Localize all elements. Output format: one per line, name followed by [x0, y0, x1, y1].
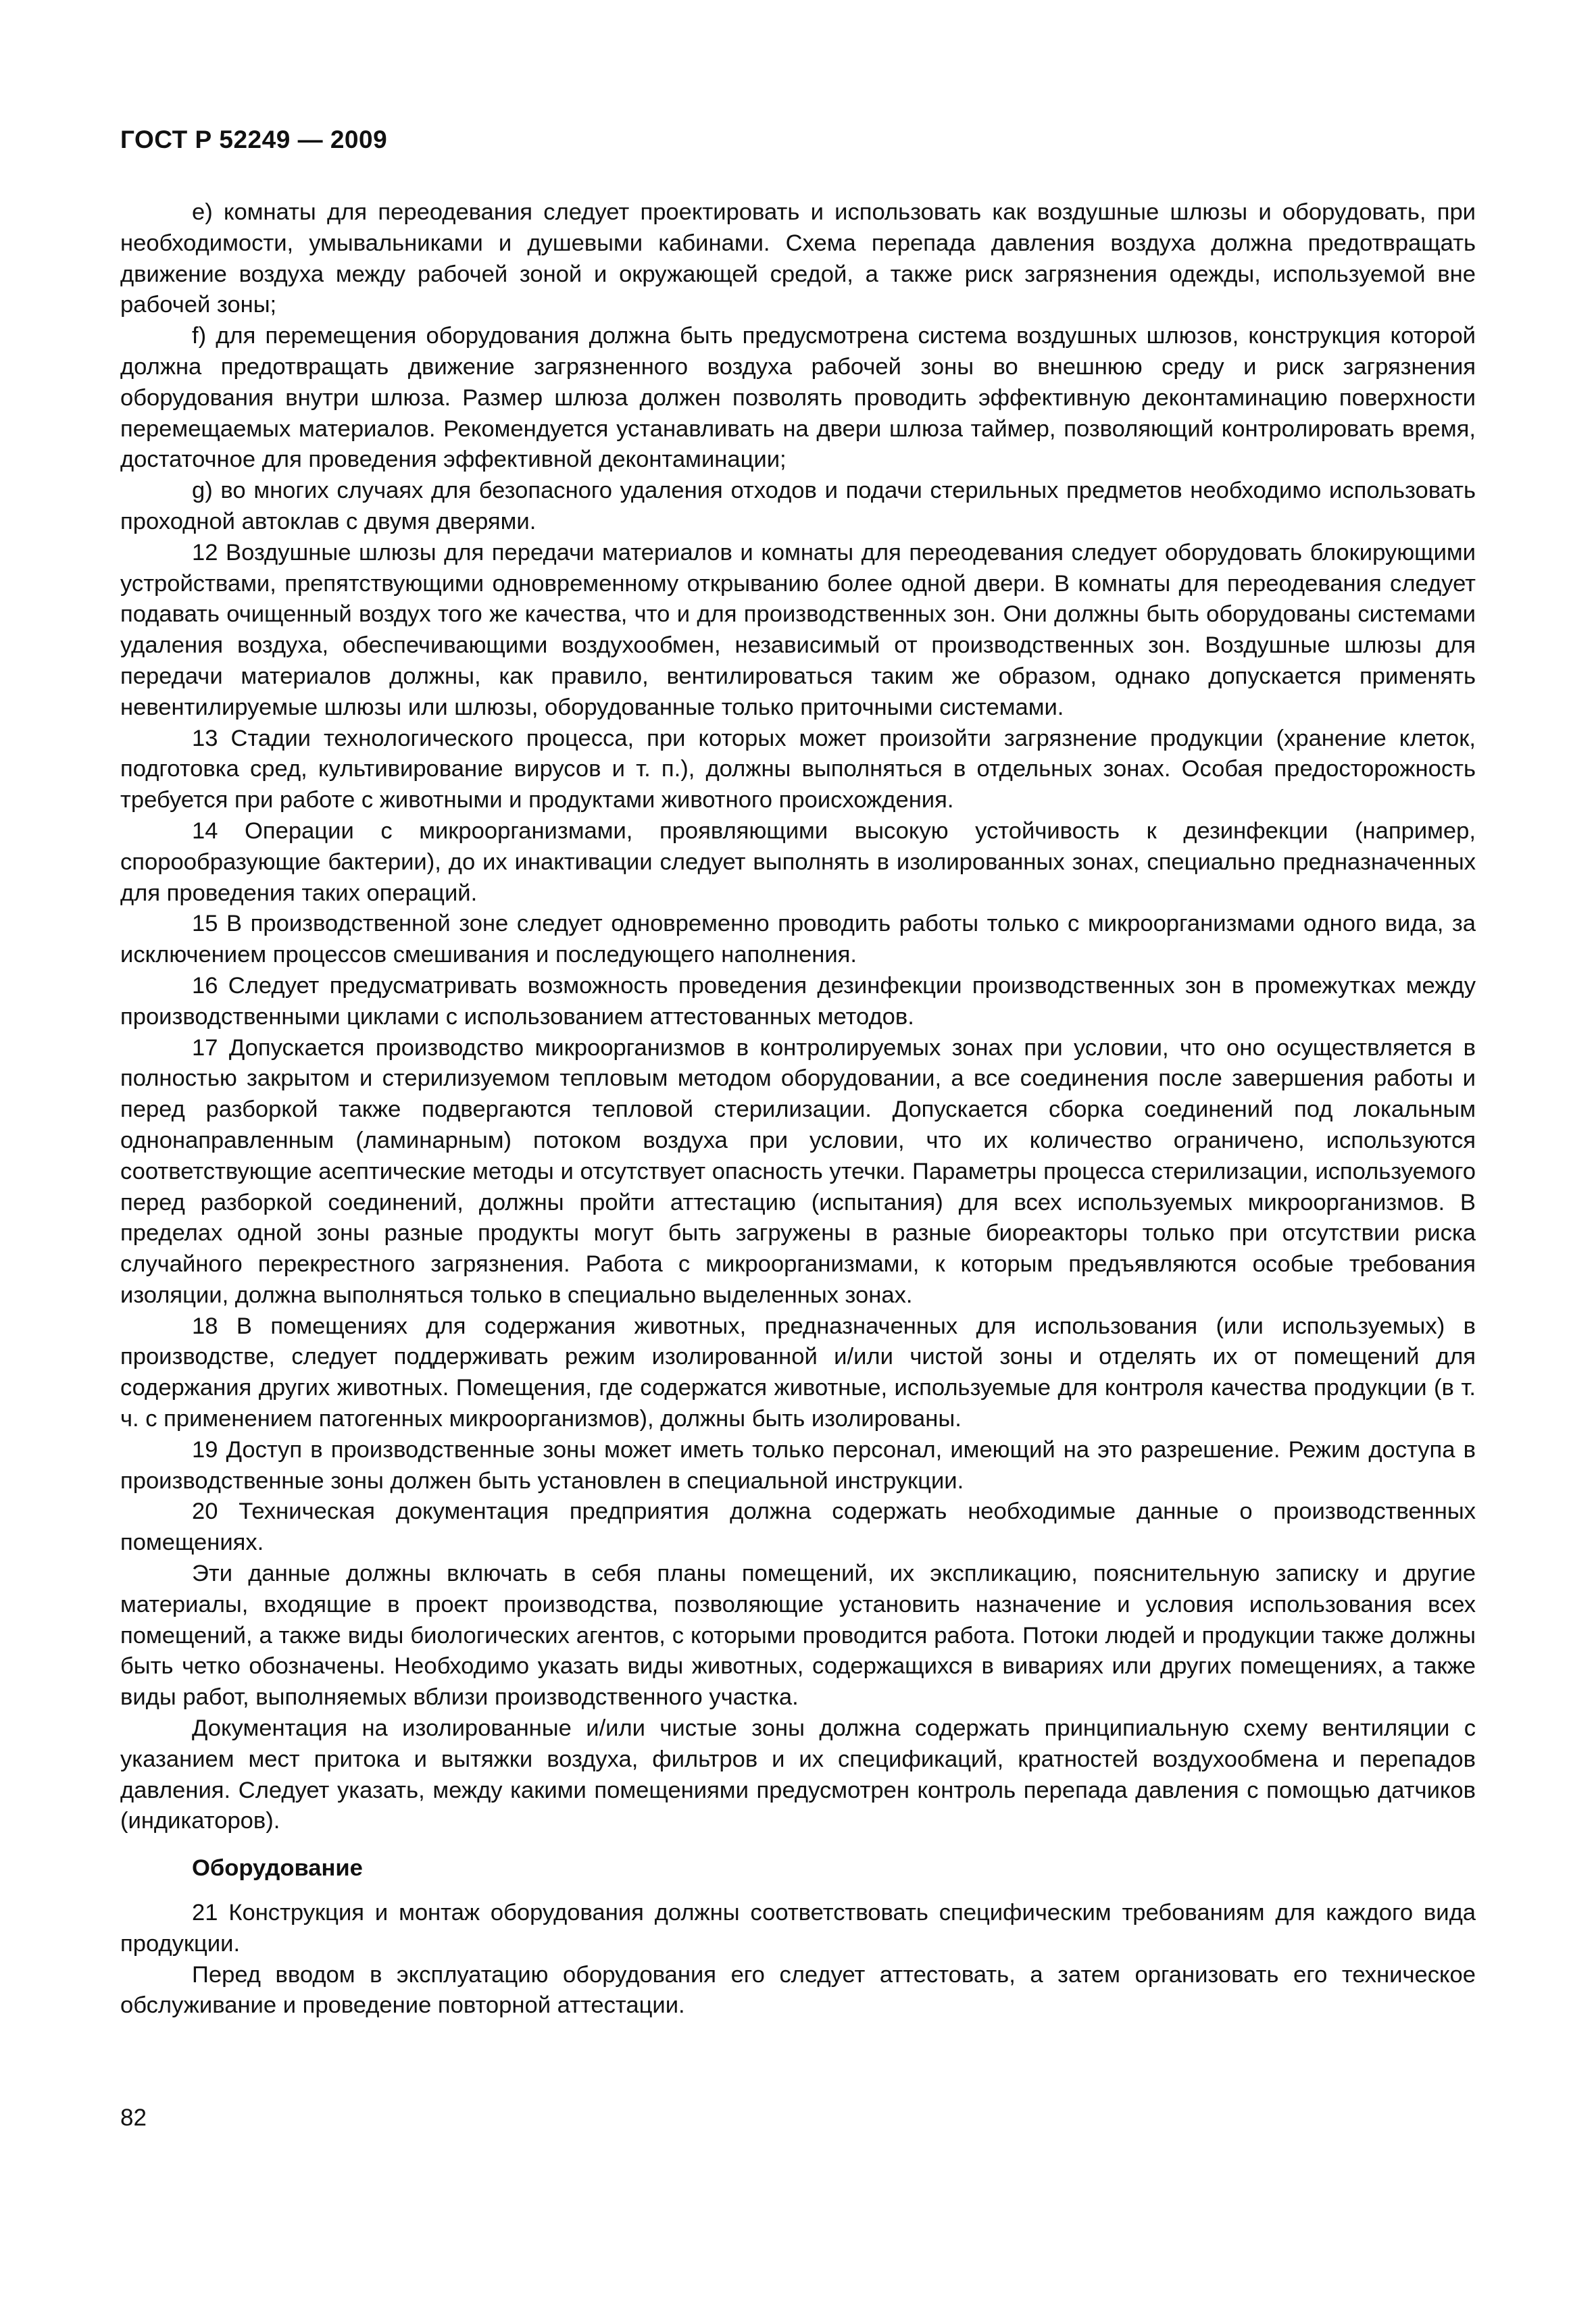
paragraph-18: 18 В помещениях для содержания животных, предназначенных для использования (или используемых) в производстве, следует поддерживать режим изолированной и/или чистой зоны и отделять их от помещений для содержания других животных. Помещения, где содержатся животные, используемые для контроля качества продукции (в т. ч. с применением патогенных микроорганизмов), должны быть изолированы. — [120, 1313, 1476, 1432]
paragraph-item-e: е) комнаты для переодевания следует проектировать и использовать как воздушные шлюзы и оборудовать, при необходимости, умывальниками и душевыми кабинами. Схема перепада давления воздуха должна предотвращать движение воздуха между рабочей зоной и окружающей средой, а также риск загрязнения одежды, используемой вне рабочей зоны; — [120, 199, 1476, 318]
paragraph-19: 19 Доступ в производственные зоны может иметь только персонал, имеющий на это разрешение. Режим доступа в производственные зоны должен быть установлен в специальной инструкции. — [120, 1436, 1476, 1494]
paragraph-17: 17 Допускается производство микроорганизмов в контролируемых зонах при условии, что оно осуществляется в полностью закрытом и стерилизуемом тепловым методом оборудовании, а все соединения после завершения работы и перед разборкой также подвергаются тепловой стерилизации. Допускается сборка соединений под локальным однонаправленным (ламинарным) потоком воздуха при условии, что их количество ограничено, используются соответствующие асептические методы и отсутствует опасность утечки. Параметры процесса стерилизации, используемого перед разборкой соединений, должны пройти аттестацию (испытания) для всех используемых микроорганизмов. В пределах одной зоны разные продукты могут быть загружены в разные биореакторы только при отсутствии риска случайного перекрестного загрязнения. Работа с микроорганизмами, к которым предъявляются особые требования изоляции, должна выполняться только в специально выделенных зонах. — [120, 1034, 1476, 1308]
page-number: 82 — [120, 2105, 147, 2131]
paragraph-20-documentation: Документация на изолированные и/или чистые зоны должна содержать принципиальную схему вентиляции с указанием мест притока и вытяжки воздуха, фильтров и их спецификаций, кратностей воздухообмена и перепадов давления. Следует указать, между какими помещениями предусмотрен контроль перепада давления с помощью датчиков (индикаторов). — [120, 1715, 1476, 1834]
paragraph-21-validation: Перед вводом в эксплуатацию оборудования его следует аттестовать, а затем организовать его техническое обслуживание и проведение повторной аттестации. — [120, 1961, 1476, 2019]
document-header: ГОСТ Р 52249 — 2009 — [120, 126, 388, 153]
paragraph-14: 14 Операции с микроорганизмами, проявляющими высокую устойчивость к дезинфекции (например, спорообразующие бактерии), до их инактивации следует выполнять в изолированных зонах, специально предназначенных для проведения таких операций. — [120, 818, 1476, 906]
paragraph-20-data-contents: Эти данные должны включать в себя планы помещений, их экспликацию, пояснительную записку и другие материалы, входящие в проект производства, позволяющие установить назначение и условия использования всех помещений, а также виды биологических агентов, с которыми проводится работа. Потоки людей и продукции также должны быть четко обозначены. Необходимо указать виды животных, содержащихся в вивариях или других помещениях, а также виды работ, выполняемых вблизи производственного участка. — [120, 1561, 1476, 1711]
document-body — [120, 197, 1476, 2021]
paragraph-16: 16 Следует предусматривать возможность проведения дезинфекции производственных зон в промежутках между производственными циклами с использованием аттестованных методов. — [120, 972, 1476, 1030]
paragraph-20: 20 Техническая документация предприятия должна содержать необходимые данные о производственных помещениях. — [120, 1499, 1476, 1556]
paragraph-item-f: f) для перемещения оборудования должна быть предусмотрена система воздушных шлюзов, конструкция которой должна предотвращать движение загрязненного воздуха рабочей зоны во внешнюю среду и риск загрязнения оборудования внутри шлюза. Размер шлюза должен позволять проводить эффективную деконтаминацию поверхности перемещаемых материалов. Рекомендуется устанавливать на двери шлюза таймер, позволяющий контролировать время, достаточное для проведения эффективной деконтаминации; — [120, 323, 1476, 473]
paragraph-21: 21 Конструкция и монтаж оборудования должны соответствовать специфическим требованиям для каждого вида продукции. — [120, 1900, 1476, 1957]
paragraph-12: 12 Воздушные шлюзы для передачи материалов и комнаты для переодевания следует оборудовать блокирующими устройствами, препятствующими одновременному открыванию более одной двери. В комнаты для переодевания следует подавать очищенный воздух того же качества, что и для производственных зон. Они должны быть оборудованы системами удаления воздуха, обеспечивающими воздухообмен, независимый от производственных зон. Воздушные шлюзы для передачи материалов должны, как правило, вентилироваться таким же образом, однако допускается применять невентилируемые шлюзы или шлюзы, оборудованные только приточными системами. — [120, 539, 1476, 720]
paragraph-13: 13 Стадии технологического процесса, при которых может произойти загрязнение продукции (хранение клеток, подготовка сред, культивирование вирусов и т. п.), должны выполняться в отдельных зонах. Особая предосторожность требуется при работе с животными и продуктами животного происхождения. — [120, 725, 1476, 813]
section-heading-equipment: Оборудование — [192, 1855, 363, 1882]
paragraph-15: 15 В производственной зоне следует одновременно проводить работы только с микроорганизмами одного вида, за исключением процессов смешивания и последующего наполнения. — [120, 911, 1476, 968]
paragraph-item-g: g) во многих случаях для безопасного удаления отходов и подачи стерильных предметов необходимо использовать проходной автоклав с двумя дверями. — [120, 478, 1476, 534]
